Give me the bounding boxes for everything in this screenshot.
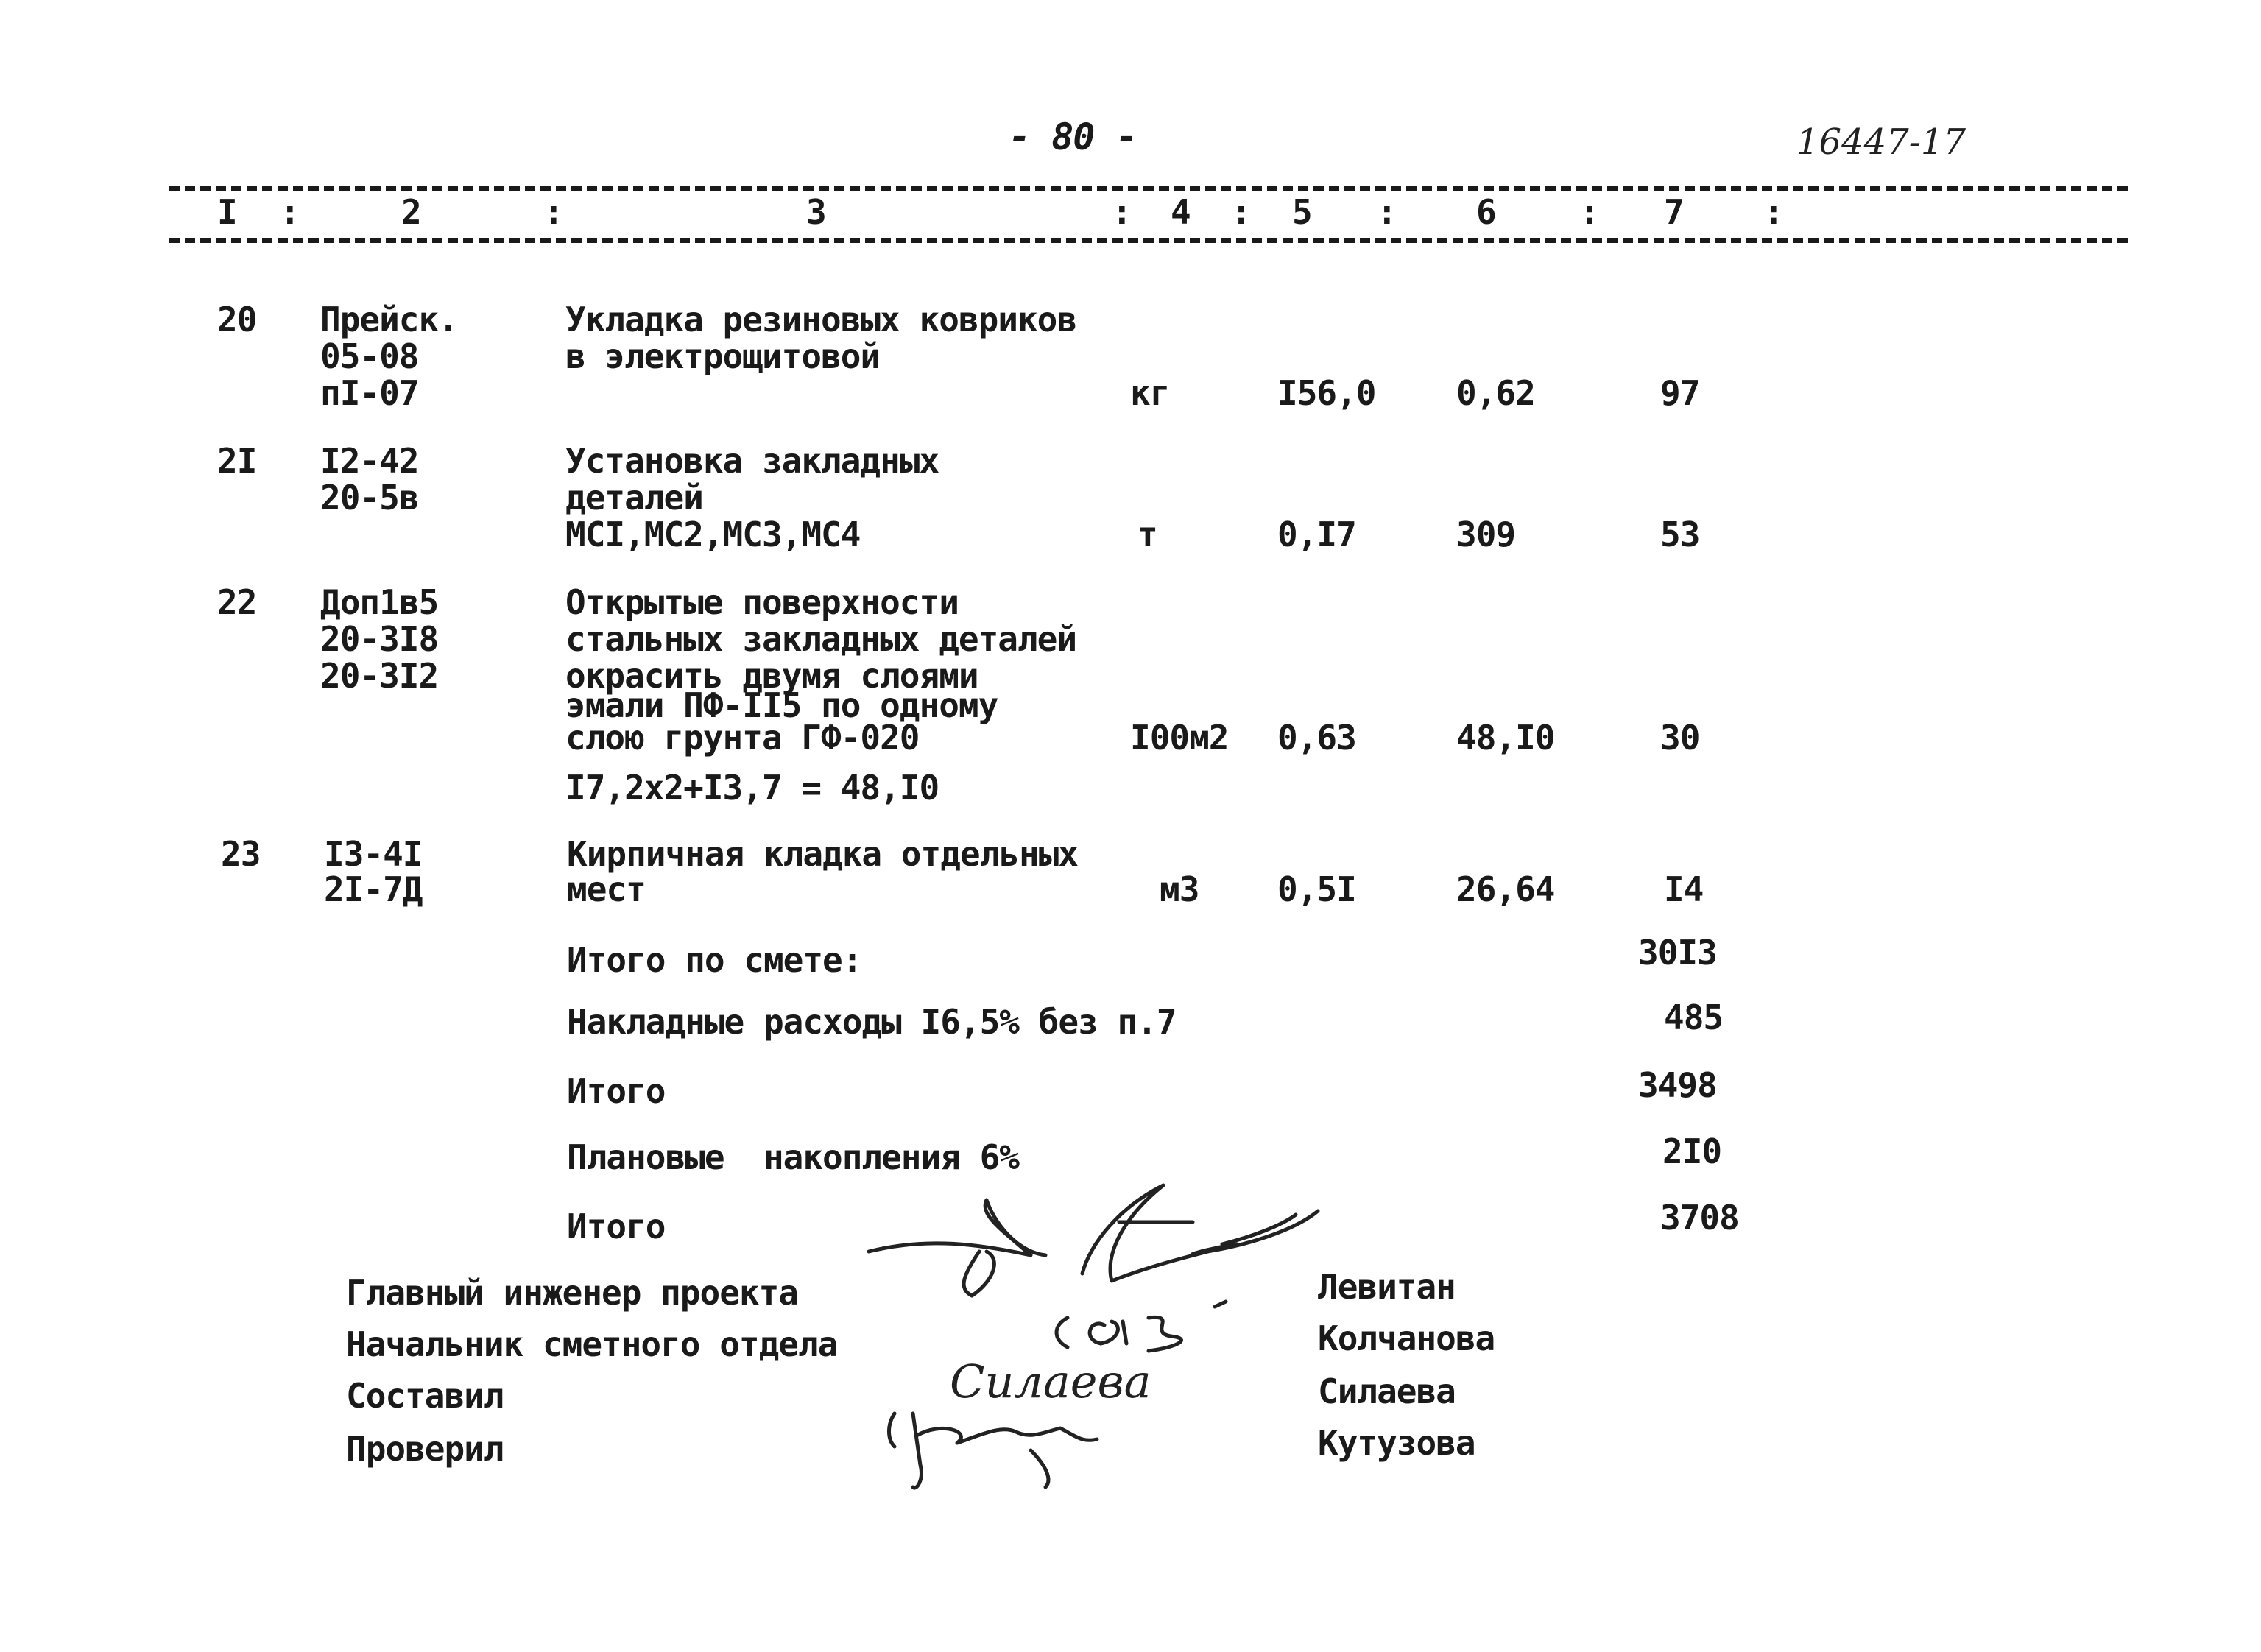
column-separator: : — [1377, 192, 1397, 232]
column-header-1: I — [217, 192, 237, 232]
row-description-line: окрасить двумя слоями — [565, 656, 978, 696]
row-description-line: Кирпичная кладка отдельных — [567, 834, 1079, 874]
column-separator: : — [543, 192, 563, 232]
column-header-2: 2 — [401, 192, 421, 232]
row-description-line: слою грунта ГФ-020 — [565, 718, 920, 758]
row-code-line: I3-4I — [324, 834, 423, 874]
column-separator: : — [1231, 192, 1251, 232]
row-quantity: 0,I7 — [1277, 515, 1356, 554]
handwritten-signature: Силаева — [950, 1355, 1151, 1408]
signature-role: Начальник сметного отдела — [346, 1324, 838, 1364]
column-header-6: 6 — [1476, 192, 1496, 232]
row-price: 309 — [1456, 515, 1516, 554]
row-quantity: 0,63 — [1277, 718, 1356, 758]
summary-value: 2I0 — [1662, 1132, 1722, 1171]
row-total: 53 — [1660, 515, 1700, 554]
signature-role: Главный инженер проекта — [346, 1273, 798, 1313]
column-separator: : — [1579, 192, 1599, 232]
row-description-line: МСI,МС2,МС3,МС4 — [565, 515, 861, 554]
row-unit: I00м2 — [1130, 718, 1229, 758]
row-number: 22 — [217, 582, 257, 622]
row-price: 48,I0 — [1456, 718, 1555, 758]
row-description-line: эмали ПФ-II5 по одному — [565, 685, 998, 725]
row-unit: т — [1137, 515, 1157, 554]
signature-name: Колчанова — [1318, 1319, 1495, 1358]
row-description-line: мест — [567, 869, 646, 909]
row-description-line: Открытые поверхности — [565, 582, 959, 622]
document-code: 16447-17 — [1796, 121, 1966, 163]
row-code-line: Прейск. — [320, 300, 458, 339]
row-price: 0,62 — [1456, 373, 1535, 413]
column-header-5: 5 — [1292, 192, 1312, 232]
page-number: - 80 - — [1009, 116, 1137, 158]
row-code-line: 20-3I8 — [320, 619, 439, 659]
row-unit: м3 — [1160, 869, 1199, 909]
signature-name: Кутузова — [1318, 1423, 1475, 1463]
row-code-line: 2I-7Д — [324, 869, 423, 909]
summary-label: Плановые накопления 6% — [567, 1137, 1019, 1177]
summary-value: 3708 — [1660, 1198, 1739, 1238]
signature-name: Левитан — [1318, 1267, 1456, 1307]
row-calculation: I7,2х2+I3,7 = 48,I0 — [565, 768, 939, 808]
row-number: 23 — [221, 834, 261, 874]
column-separator: : — [1763, 192, 1783, 232]
summary-value: 485 — [1664, 998, 1724, 1037]
row-description-line: Укладка резиновых ковриков — [565, 300, 1077, 339]
row-description-line: деталей — [565, 478, 703, 518]
row-description-line: в электрощитовой — [565, 336, 881, 376]
row-code-line: 20-5в — [320, 478, 419, 518]
row-quantity: 0,5I — [1277, 869, 1356, 909]
row-description-line: стальных закладных деталей — [565, 619, 1077, 659]
column-header-7: 7 — [1664, 192, 1684, 232]
column-separator: : — [280, 192, 300, 232]
row-number: 20 — [217, 300, 257, 339]
row-code-line: пI-07 — [320, 373, 419, 413]
signature-role: Проверил — [346, 1429, 504, 1469]
summary-label: Итого — [567, 1071, 666, 1111]
signature-role: Составил — [346, 1376, 504, 1416]
summary-value: 30I3 — [1638, 933, 1717, 973]
row-description-line: Установка закладных — [565, 441, 939, 481]
row-code-line: Доп1в5 — [320, 582, 439, 622]
row-total: 97 — [1660, 373, 1700, 413]
row-unit: кг — [1130, 373, 1170, 413]
signature-name: Силаева — [1318, 1372, 1456, 1411]
column-header-3: 3 — [806, 192, 826, 232]
column-separator: : — [1112, 192, 1132, 232]
row-total: I4 — [1664, 869, 1704, 909]
row-code-line: 05-08 — [320, 336, 419, 376]
row-quantity: I56,0 — [1277, 373, 1376, 413]
summary-label: Итого — [567, 1207, 666, 1246]
row-code-line: 20-3I2 — [320, 656, 439, 696]
summary-label: Накладные расходы I6,5% без п.7 — [567, 1002, 1177, 1042]
column-header-4: 4 — [1171, 192, 1191, 232]
summary-label: Итого по смете: — [567, 940, 862, 980]
row-code-line: I2-42 — [320, 441, 419, 481]
row-number: 2I — [217, 441, 257, 481]
row-total: 30 — [1660, 718, 1700, 758]
row-price: 26,64 — [1456, 869, 1555, 909]
summary-value: 3498 — [1638, 1065, 1717, 1105]
